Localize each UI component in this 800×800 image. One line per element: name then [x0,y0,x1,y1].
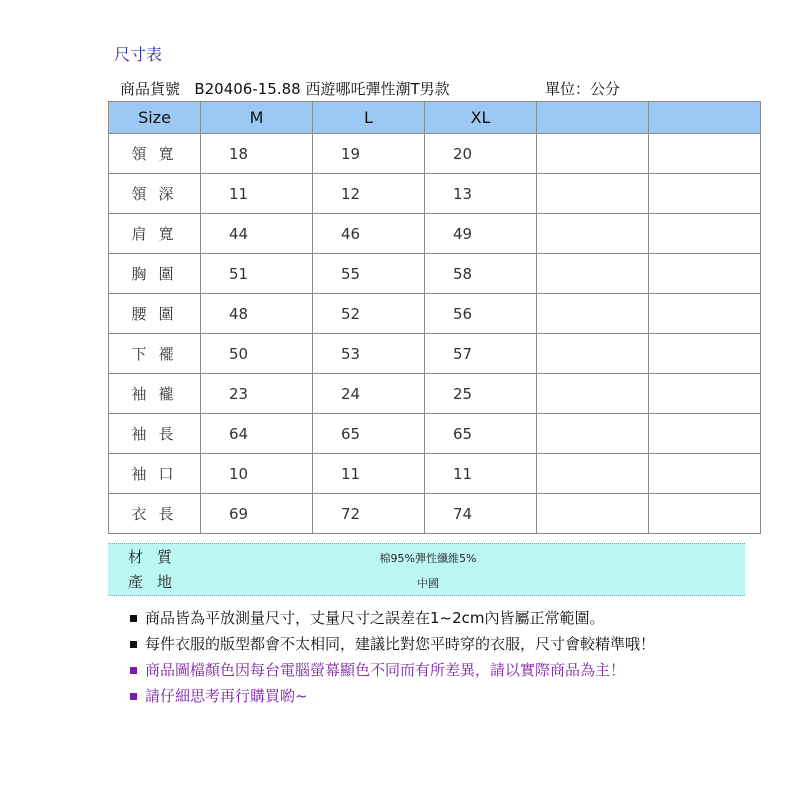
note-item [130,605,655,631]
measurement-value [649,214,761,254]
measurement-value: 13 [425,174,537,214]
page-title: 尺寸表 [114,45,163,64]
measurement-value: 58 [425,254,537,294]
measurement-value [649,174,761,214]
measurement-value [537,134,649,174]
measurement-value: 44 [201,214,313,254]
measurement-value: 49 [425,214,537,254]
note-item [130,657,655,683]
product-info [120,78,620,99]
origin-value: 中國 [417,577,439,590]
note-item [130,631,655,657]
note-text: 商品皆為平放測量尺寸，丈量尺寸之誤差在1~2cm內皆屬正常範圍。 [145,609,605,627]
measurement-value [537,294,649,334]
measurement-value [537,214,649,254]
measurement-value: 65 [425,414,537,454]
measurement-value: 53 [313,334,425,374]
measurement-label: 袖襱 [109,374,201,414]
square-bullet-icon [130,641,137,648]
measurement-value: 72 [313,494,425,534]
measurement-value [649,414,761,454]
header-cell: Size [109,102,201,134]
measurement-label: 袖長 [109,414,201,454]
square-bullet-icon [130,615,137,622]
measurement-value: 64 [201,414,313,454]
measurement-value [537,454,649,494]
size-table-row [109,334,761,374]
size-table-row [109,454,761,494]
measurement-value: 23 [201,374,313,414]
measurement-label: 領深 [109,174,201,214]
material-row [108,546,745,570]
measurement-value [649,294,761,334]
measurement-value: 25 [425,374,537,414]
measurement-value: 48 [201,294,313,334]
product-code-value: B20406-15.88 西遊哪吒彈性潮T男款 [194,80,450,98]
measurement-value: 46 [313,214,425,254]
measurement-value [537,334,649,374]
note-text: 每件衣服的版型都會不太相同，建議比對您平時穿的衣服，尺寸會較精準哦！ [145,635,656,653]
size-table-row [109,494,761,534]
note-text: 請仔細思考再行購買喲~ [145,687,308,705]
measurement-label: 腰圍 [109,294,201,334]
header-cell: XL [425,102,537,134]
measurement-value: 69 [201,494,313,534]
header-cell: M [201,102,313,134]
measurement-value [649,454,761,494]
measurement-value [649,254,761,294]
measurement-label: 衣長 [109,494,201,534]
size-table-row [109,254,761,294]
measurement-value: 11 [425,454,537,494]
notes-list [130,605,655,709]
material-origin-panel [108,543,745,596]
header-cell [649,102,761,134]
origin-label: 產地 [128,573,187,591]
measurement-value: 11 [201,174,313,214]
measurement-value: 50 [201,334,313,374]
product-code [120,78,450,99]
measurement-value: 11 [313,454,425,494]
measurement-value: 24 [313,374,425,414]
measurement-value: 65 [313,414,425,454]
size-table-row [109,134,761,174]
measurement-value: 51 [201,254,313,294]
measurement-label: 領寬 [109,134,201,174]
measurement-value [537,254,649,294]
measurement-value: 12 [313,174,425,214]
material-value: 棉95%彈性纖維5% [379,552,477,565]
product-code-label: 商品貨號 [120,80,181,98]
measurement-label: 胸圍 [109,254,201,294]
size-table-header-row [109,102,761,134]
measurement-label: 下襬 [109,334,201,374]
measurement-value [537,374,649,414]
material-label: 材質 [128,548,187,566]
header-cell: L [313,102,425,134]
size-table-row [109,414,761,454]
measurement-label: 肩寬 [109,214,201,254]
size-table [108,101,761,534]
header-cell [537,102,649,134]
size-table-row [109,214,761,254]
measurement-value: 55 [313,254,425,294]
measurement-label: 袖口 [109,454,201,494]
measurement-value: 19 [313,134,425,174]
measurement-value [649,334,761,374]
measurement-value: 74 [425,494,537,534]
measurement-value: 56 [425,294,537,334]
square-bullet-icon [130,693,137,700]
note-text: 商品圖檔顏色因每台電腦螢幕顯色不同而有所差異，請以實際商品為主！ [145,661,626,679]
unit-label: 單位：公分 [544,80,620,98]
measurement-value: 52 [313,294,425,334]
measurement-value [649,374,761,414]
measurement-value [537,414,649,454]
measurement-value [649,494,761,534]
square-bullet-icon [130,667,137,674]
measurement-value: 10 [201,454,313,494]
measurement-value [537,494,649,534]
note-item [130,683,655,709]
size-table-row [109,174,761,214]
origin-row [108,571,745,595]
size-table-row [109,374,761,414]
measurement-value [537,174,649,214]
measurement-value: 20 [425,134,537,174]
measurement-value: 57 [425,334,537,374]
measurement-value [649,134,761,174]
measurement-value: 18 [201,134,313,174]
size-table-row [109,294,761,334]
